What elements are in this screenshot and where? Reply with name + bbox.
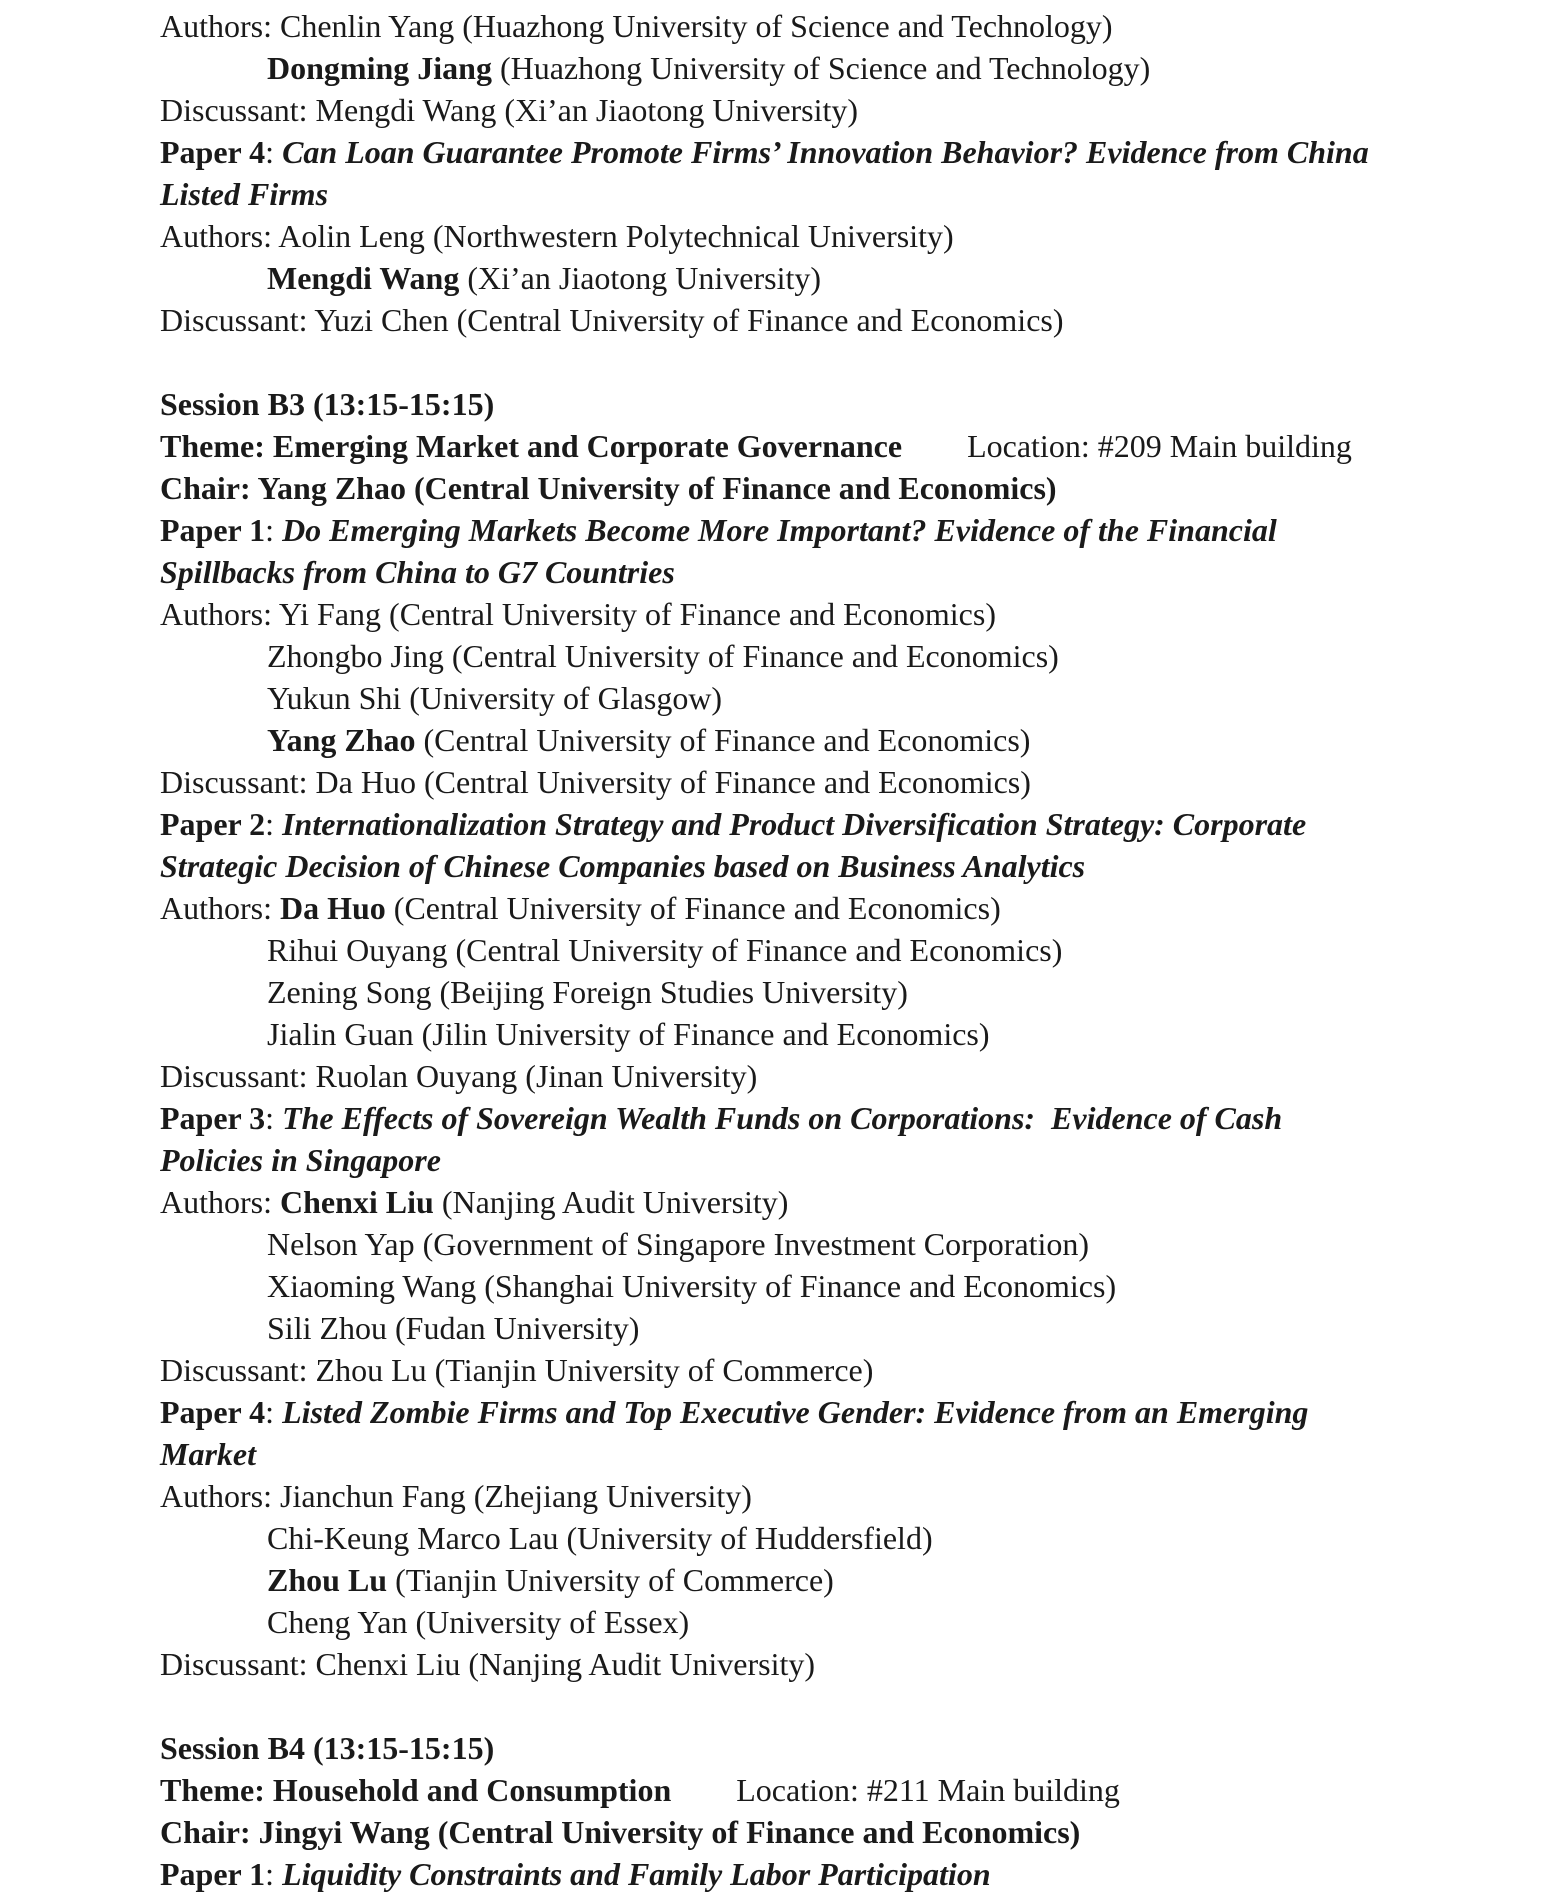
line-blank: [160, 341, 1539, 383]
line-author: [160, 257, 1539, 299]
text-segment: Jialin Guan (Jilin University of Finance and Economics): [267, 1016, 990, 1052]
paper-number: Paper 1: [160, 512, 266, 548]
line-author: [160, 1307, 1539, 1349]
line-authors: [160, 215, 1539, 257]
line-paper-cont: [160, 551, 1539, 593]
text-segment: :: [265, 806, 283, 842]
line-discussant: [160, 299, 1539, 341]
text-segment: Discussant: Mengdi Wang (Xi’an Jiaotong University): [160, 92, 859, 128]
line-authors: [160, 1475, 1539, 1517]
text-segment: (Tianjin University of Commerce): [387, 1562, 834, 1598]
text-segment: Discussant: Yuzi Chen (Central University of Finance and Economics): [160, 302, 1064, 338]
line-blank: [160, 1685, 1539, 1727]
line-discussant: [160, 1643, 1539, 1685]
tab-spacer: [902, 456, 967, 457]
line-theme: [160, 1769, 1539, 1811]
text-segment: (Xi’an Jiaotong University): [459, 260, 822, 296]
line-author: [160, 719, 1539, 761]
presenter-name: Yang Zhao: [267, 722, 416, 758]
text-segment: Discussant: Chenxi Liu (Nanjing Audit University): [160, 1646, 816, 1682]
text-segment: :: [265, 1100, 283, 1136]
paper-title: Do Emerging Markets Become More Important? Evidence of the Financial: [282, 512, 1277, 548]
presenter-name: Dongming Jiang: [267, 50, 492, 86]
line-author: [160, 677, 1539, 719]
line-author: [160, 1559, 1539, 1601]
text-segment: (Nanjing Audit University): [433, 1184, 789, 1220]
paper-title: Listed Zombie Firms and Top Executive Gender: Evidence from an Emerging: [282, 1394, 1309, 1430]
text-segment: Cheng Yan (University of Essex): [267, 1604, 690, 1640]
chair-label: Chair: Jingyi Wang (Central University of Finance and Economics): [160, 1814, 1081, 1850]
paper-number: Paper 4: [160, 1394, 266, 1430]
theme-label: Theme: Emerging Market and Corporate Governance: [160, 428, 903, 464]
presenter-name: Da Huo: [280, 890, 386, 926]
line-paper: [160, 1391, 1539, 1433]
text-segment: Discussant: Ruolan Ouyang (Jinan University): [160, 1058, 758, 1094]
document-lines: [160, 5, 1539, 1895]
paper-title: Listed Firms: [160, 176, 329, 212]
text-segment: Chi-Keung Marco Lau (University of Huddersfield): [267, 1520, 933, 1556]
paper-title: Spillbacks from China to G7 Countries: [160, 554, 675, 590]
line-discussant: [160, 1055, 1539, 1097]
line-discussant: [160, 89, 1539, 131]
line-authors: [160, 593, 1539, 635]
text-segment: Authors: Jianchun Fang (Zhejiang University): [160, 1478, 752, 1514]
theme-label: Theme: Household and Consumption: [160, 1772, 672, 1808]
paper-number: Paper 4: [160, 134, 266, 170]
paper-number: Paper 1: [160, 1856, 266, 1892]
line-paper: [160, 1853, 1539, 1895]
paper-title: The Effects of Sovereign Wealth Funds on Corporations: Evidence of Cash: [282, 1100, 1283, 1136]
location-label: Location: #211 Main building: [736, 1772, 1120, 1808]
text-segment: Sili Zhou (Fudan University): [267, 1310, 640, 1346]
text-segment: (Central University of Finance and Economics): [385, 890, 1001, 926]
text-segment: Zhongbo Jing (Central University of Finance and Economics): [267, 638, 1059, 674]
line-authors: [160, 887, 1539, 929]
line-paper-cont: [160, 1433, 1539, 1475]
session-title: Session B4 (13:15-15:15): [160, 1730, 495, 1766]
text-segment: Yukun Shi (University of Glasgow): [267, 680, 723, 716]
text-segment: Rihui Ouyang (Central University of Finance and Economics): [267, 932, 1063, 968]
line-paper: [160, 131, 1539, 173]
line-author: [160, 1013, 1539, 1055]
tab-spacer: [671, 1800, 736, 1801]
text-segment: :: [265, 1856, 283, 1892]
location-label: Location: #209 Main building: [967, 428, 1352, 464]
text-segment: Discussant: Da Huo (Central University of Finance and Economics): [160, 764, 1031, 800]
line-author: [160, 1601, 1539, 1643]
paper-title: Policies in Singapore: [160, 1142, 441, 1178]
text-segment: :: [265, 512, 283, 548]
session-title: Session B3 (13:15-15:15): [160, 386, 495, 422]
paper-title: Liquidity Constraints and Family Labor Participation: [282, 1856, 991, 1892]
text-segment: Xiaoming Wang (Shanghai University of Finance and Economics): [267, 1268, 1117, 1304]
line-author: [160, 929, 1539, 971]
line-author: [160, 635, 1539, 677]
line-paper: [160, 1097, 1539, 1139]
text-segment: :: [265, 1394, 283, 1430]
text-segment: Zening Song (Beijing Foreign Studies University): [267, 974, 908, 1010]
text-segment: Discussant: Zhou Lu (Tianjin University of Commerce): [160, 1352, 874, 1388]
line-author: [160, 47, 1539, 89]
line-theme: [160, 425, 1539, 467]
line-paper: [160, 803, 1539, 845]
presenter-name: Mengdi Wang: [267, 260, 460, 296]
line-authors: [160, 1181, 1539, 1223]
line-paper-cont: [160, 173, 1539, 215]
text-segment: :: [265, 134, 283, 170]
chair-label: Chair: Yang Zhao (Central University of Finance and Economics): [160, 470, 1057, 506]
paper-title: Strategic Decision of Chinese Companies based on Business Analytics: [160, 848, 1086, 884]
line-author: [160, 1517, 1539, 1559]
line-discussant: [160, 1349, 1539, 1391]
line-session: [160, 383, 1539, 425]
text-segment: (Central University of Finance and Economics): [415, 722, 1031, 758]
line-author: [160, 1265, 1539, 1307]
paper-number: Paper 2: [160, 806, 266, 842]
line-chair: [160, 467, 1539, 509]
line-session: [160, 1727, 1539, 1769]
text-segment: Nelson Yap (Government of Singapore Investment Corporation): [267, 1226, 1090, 1262]
paper-title: Market: [160, 1436, 256, 1472]
line-paper-cont: [160, 845, 1539, 887]
line-discussant: [160, 761, 1539, 803]
line-paper-cont: [160, 1139, 1539, 1181]
paper-title: Internationalization Strategy and Product Diversification Strategy: Corporate: [282, 806, 1307, 842]
text-segment: Authors: Chenlin Yang (Huazhong University of Science and Technology): [160, 8, 1113, 44]
paper-title: Can Loan Guarantee Promote Firms’ Innovation Behavior? Evidence from China: [282, 134, 1369, 170]
line-authors: [160, 5, 1539, 47]
presenter-name: Zhou Lu: [267, 1562, 388, 1598]
line-author: [160, 971, 1539, 1013]
line-chair: [160, 1811, 1539, 1853]
text-segment: (Huazhong University of Science and Technology): [491, 50, 1151, 86]
text-segment: Authors:: [160, 1184, 280, 1220]
paper-number: Paper 3: [160, 1100, 266, 1136]
presenter-name: Chenxi Liu: [280, 1184, 434, 1220]
text-segment: Authors: Aolin Leng (Northwestern Polytechnical University): [160, 218, 954, 254]
line-author: [160, 1223, 1539, 1265]
text-segment: Authors: Yi Fang (Central University of Finance and Economics): [160, 596, 996, 632]
line-paper: [160, 509, 1539, 551]
text-segment: Authors:: [160, 890, 280, 926]
